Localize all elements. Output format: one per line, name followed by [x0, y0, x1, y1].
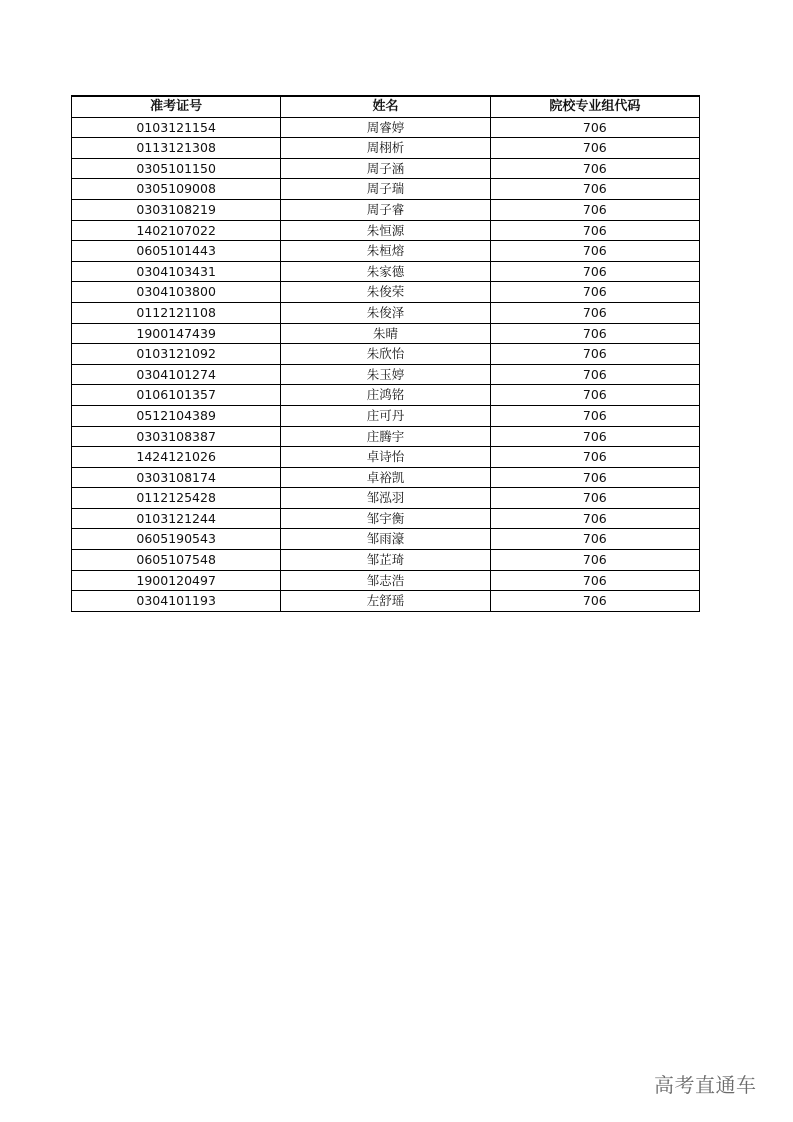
cell-exam-number: 0112121108: [72, 302, 281, 323]
table-row: [72, 220, 700, 241]
table-header: [72, 96, 700, 117]
cell-name: 朱恒源: [281, 220, 490, 241]
table-row: [72, 241, 700, 262]
cell-exam-number: 0305109008: [72, 179, 281, 200]
table-row: [72, 550, 700, 571]
table-row: [72, 467, 700, 488]
watermark-text: 高考直通车: [654, 1073, 757, 1097]
header-program-group-code: 院校专业组代码: [490, 96, 699, 117]
table-row: [72, 426, 700, 447]
cell-name: 朱俊泽: [281, 302, 490, 323]
cell-name: 庄可丹: [281, 405, 490, 426]
cell-program-group-code: 706: [490, 426, 699, 447]
table-row: [72, 591, 700, 612]
cell-program-group-code: 706: [490, 138, 699, 159]
cell-exam-number: 0303108387: [72, 426, 281, 447]
table-row: [72, 179, 700, 200]
cell-program-group-code: 706: [490, 591, 699, 612]
cell-exam-number: 1900120497: [72, 570, 281, 591]
table-row: [72, 117, 700, 138]
table-row: [72, 158, 700, 179]
cell-exam-number: 0103121154: [72, 117, 281, 138]
header-name: 姓名: [281, 96, 490, 117]
table-row: [72, 199, 700, 220]
cell-exam-number: 1424121026: [72, 447, 281, 468]
cell-program-group-code: 706: [490, 261, 699, 282]
cell-program-group-code: 706: [490, 199, 699, 220]
cell-name: 邹雨濠: [281, 529, 490, 550]
cell-name: 朱欣怡: [281, 344, 490, 365]
table-row: [72, 405, 700, 426]
cell-program-group-code: 706: [490, 241, 699, 262]
cell-exam-number: 0305101150: [72, 158, 281, 179]
cell-name: 朱俊荣: [281, 282, 490, 303]
cell-name: 卓裕凯: [281, 467, 490, 488]
cell-name: 邹志浩: [281, 570, 490, 591]
table-row: [72, 302, 700, 323]
cell-program-group-code: 706: [490, 282, 699, 303]
cell-program-group-code: 706: [490, 529, 699, 550]
cell-exam-number: 0605101443: [72, 241, 281, 262]
table-row: [72, 364, 700, 385]
admission-list-table-wrapper: [71, 95, 699, 612]
cell-program-group-code: 706: [490, 117, 699, 138]
cell-program-group-code: 706: [490, 385, 699, 406]
table-row: [72, 529, 700, 550]
cell-exam-number: 0103121092: [72, 344, 281, 365]
cell-program-group-code: 706: [490, 550, 699, 571]
table-row: [72, 385, 700, 406]
cell-program-group-code: 706: [490, 158, 699, 179]
table-body: [72, 117, 700, 611]
cell-exam-number: 0605107548: [72, 550, 281, 571]
cell-exam-number: 0103121244: [72, 508, 281, 529]
cell-program-group-code: 706: [490, 323, 699, 344]
table-row: [72, 488, 700, 509]
cell-exam-number: 0512104389: [72, 405, 281, 426]
admission-list-table: [71, 95, 700, 612]
cell-name: 庄鸿铭: [281, 385, 490, 406]
cell-exam-number: 1402107022: [72, 220, 281, 241]
cell-program-group-code: 706: [490, 179, 699, 200]
cell-name: 庄腾宇: [281, 426, 490, 447]
cell-name: 周子瑞: [281, 179, 490, 200]
cell-exam-number: 0112125428: [72, 488, 281, 509]
table-row: [72, 323, 700, 344]
cell-name: 周子涵: [281, 158, 490, 179]
cell-name: 卓诗怡: [281, 447, 490, 468]
cell-program-group-code: 706: [490, 364, 699, 385]
cell-name: 朱晴: [281, 323, 490, 344]
cell-program-group-code: 706: [490, 488, 699, 509]
table-row: [72, 508, 700, 529]
cell-name: 周栩析: [281, 138, 490, 159]
cell-exam-number: 0113121308: [72, 138, 281, 159]
cell-program-group-code: 706: [490, 302, 699, 323]
cell-name: 朱玉婷: [281, 364, 490, 385]
table-row: [72, 344, 700, 365]
table-row: [72, 138, 700, 159]
table-row: [72, 261, 700, 282]
cell-exam-number: 0304101274: [72, 364, 281, 385]
table-row: [72, 570, 700, 591]
cell-program-group-code: 706: [490, 405, 699, 426]
header-exam-number: 准考证号: [72, 96, 281, 117]
cell-name: 左舒瑶: [281, 591, 490, 612]
cell-exam-number: 1900147439: [72, 323, 281, 344]
cell-name: 朱家德: [281, 261, 490, 282]
cell-name: 邹芷琦: [281, 550, 490, 571]
cell-exam-number: 0605190543: [72, 529, 281, 550]
cell-name: 周睿婷: [281, 117, 490, 138]
table-row: [72, 282, 700, 303]
cell-name: 邹泓羽: [281, 488, 490, 509]
cell-name: 朱桓熔: [281, 241, 490, 262]
cell-exam-number: 0303108174: [72, 467, 281, 488]
cell-exam-number: 0106101357: [72, 385, 281, 406]
cell-program-group-code: 706: [490, 344, 699, 365]
header-row: [72, 96, 700, 117]
cell-program-group-code: 706: [490, 570, 699, 591]
cell-name: 周子睿: [281, 199, 490, 220]
cell-program-group-code: 706: [490, 447, 699, 468]
cell-exam-number: 0304103431: [72, 261, 281, 282]
cell-exam-number: 0304103800: [72, 282, 281, 303]
cell-program-group-code: 706: [490, 467, 699, 488]
cell-exam-number: 0303108219: [72, 199, 281, 220]
cell-program-group-code: 706: [490, 220, 699, 241]
table-row: [72, 447, 700, 468]
cell-name: 邹宇衡: [281, 508, 490, 529]
cell-program-group-code: 706: [490, 508, 699, 529]
cell-exam-number: 0304101193: [72, 591, 281, 612]
